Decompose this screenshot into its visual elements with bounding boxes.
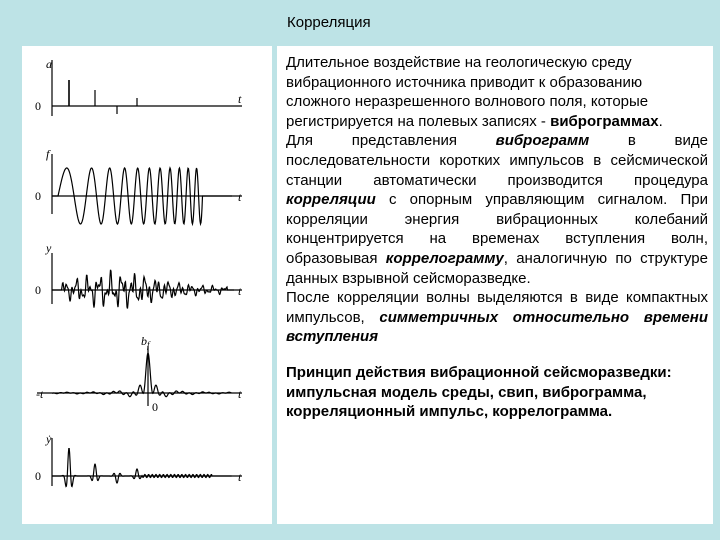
paragraph-correlation — [286, 131, 708, 288]
vibrogram-signal — [52, 270, 234, 309]
label-minus-t: -t — [36, 387, 44, 401]
paragraph-after-correlation — [286, 288, 708, 347]
text-fragment: с опорным управляющим сигналом. При корреляции энергия вибрационных колебаний концентрируется на временах вступления волн, образовывая — [286, 191, 708, 267]
term-correlogram: коррелограмму — [385, 249, 504, 267]
text-fragment: Длительное воздействие на геологическую среду вибрационного источника приводит к образованию сложного неразрешенного волнового поля, которые регистрируется на полевых записях - — [286, 54, 649, 130]
term-symmetric: симметричных относительно времени вступления — [286, 308, 708, 346]
text-fragment: , аналогичную по структуре данных взрывной сейсморазведке. — [286, 249, 708, 287]
label-zero-ydot: 0 — [35, 469, 41, 483]
label-ydot: ẏ — [46, 432, 52, 446]
correlogram-signal — [52, 449, 232, 487]
label-zero-b: 0 — [152, 400, 158, 414]
term-correlation: корреляции — [286, 191, 376, 209]
label-a: a — [46, 57, 52, 71]
label-t-b: t — [238, 387, 242, 401]
correlation-impulse — [52, 353, 232, 397]
slide-title: Корреляция — [287, 14, 371, 31]
paragraph-intro — [286, 53, 708, 131]
paragraph-summary: Принцип действия вибрационной сейсморазведки: импульсная модель среды, свип, виброграмма, корреляционный импульс, коррелограмма. — [286, 363, 672, 421]
label-b: $b_f$ — [141, 334, 150, 350]
label-f: f — [46, 147, 50, 161]
figure-svg — [22, 46, 272, 524]
body-text — [286, 53, 708, 422]
text-fragment: в виде последовательности коротких импульсов в сейсмической станции автоматически производится процедура — [286, 132, 708, 189]
text-fragment: После корреляции волны выделяются в виде компактных импульсов, — [286, 289, 708, 326]
label-t-ydot: t — [238, 470, 242, 484]
label-y: y — [46, 241, 52, 255]
term-vibrograms: виброграммах — [550, 112, 659, 130]
label-t-y: t — [238, 284, 242, 298]
label-zero-a: 0 — [35, 99, 41, 113]
label-zero-f: 0 — [35, 189, 41, 203]
seismogram-figure — [22, 46, 272, 524]
label-zero-y: 0 — [35, 283, 41, 297]
label-t-a: t — [238, 92, 242, 106]
text-fragment: Для представления — [286, 132, 496, 150]
text-fragment: . — [658, 112, 663, 130]
label-t-f: t — [238, 190, 242, 204]
text-panel — [277, 46, 713, 524]
term-vibrograms-italic: виброграмм — [495, 132, 590, 150]
